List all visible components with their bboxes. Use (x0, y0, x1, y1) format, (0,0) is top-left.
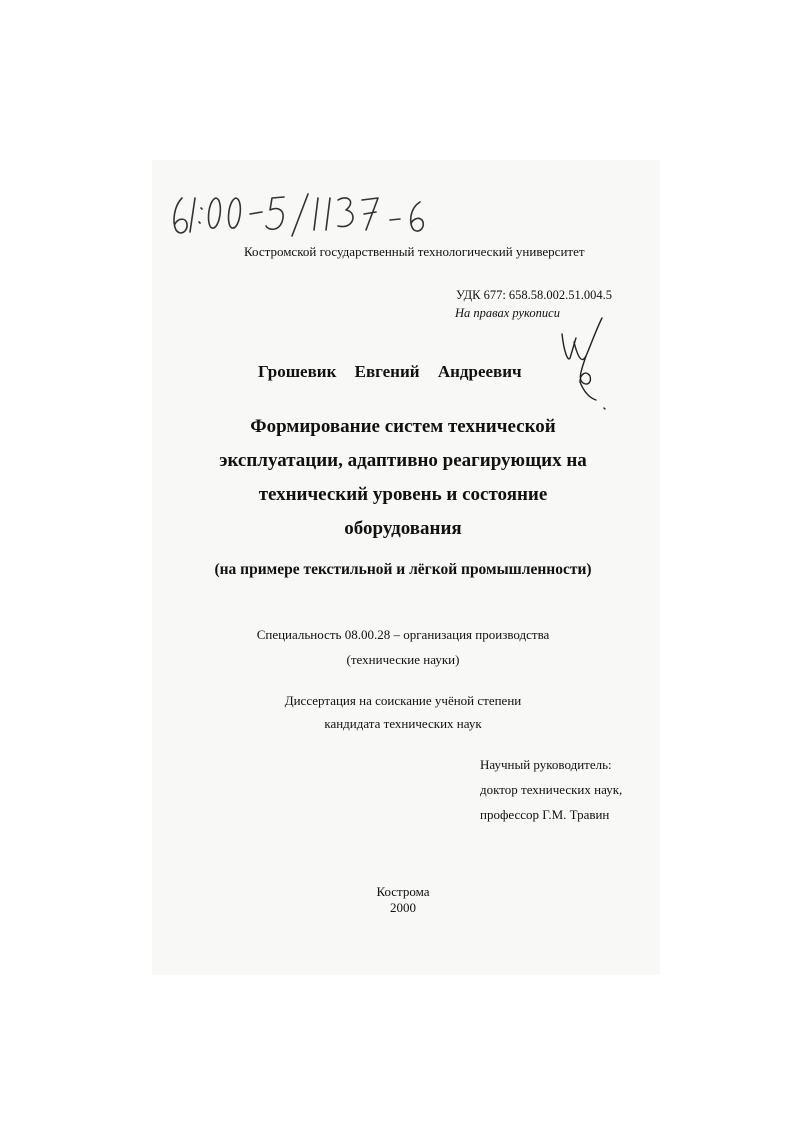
scientific-advisor (480, 752, 622, 827)
advisor-name: профессор Г.М. Травин (480, 807, 610, 822)
dissertation-subtitle: (на примере текстильной и лёгкой промышленности) (214, 561, 592, 578)
archive-code-handwriting (168, 192, 438, 238)
specialty-field: (технические науки) (346, 652, 460, 667)
handwritten-archive-code (168, 192, 438, 238)
year: 2000 (390, 900, 416, 915)
signature-scribble (556, 312, 620, 412)
handwritten-signature (556, 312, 620, 412)
rights-notice: На правах рукописи (455, 306, 560, 320)
author-name (258, 362, 522, 382)
dissertation-degree-line2: кандидата технических наук (324, 716, 482, 731)
advisor-heading: Научный руководитель: (480, 757, 612, 772)
title-line: эксплуатации, адаптивно реагирующих на (219, 450, 587, 471)
title-line: технический уровень и состояние (258, 484, 548, 505)
author-first-name: Евгений (354, 362, 420, 381)
specialty-line: Специальность 08.00.28 – организация производства (256, 627, 550, 642)
author-patronymic: Андреевич (437, 362, 522, 381)
advisor-degree: доктор технических наук, (480, 782, 623, 797)
dissertation-degree-line1: Диссертация на соискание учёной степени (284, 693, 522, 708)
title-line: оборудования (344, 518, 462, 539)
udc-code: УДК 677: 658.58.002.51.004.5 (456, 288, 613, 302)
city: Кострома (376, 884, 430, 899)
title-line: Формирование систем технической (250, 416, 556, 437)
university-name: Костромской государственный технологический университет (244, 244, 585, 259)
author-surname: Грошевик (258, 362, 337, 381)
dissertation-title (160, 410, 646, 546)
